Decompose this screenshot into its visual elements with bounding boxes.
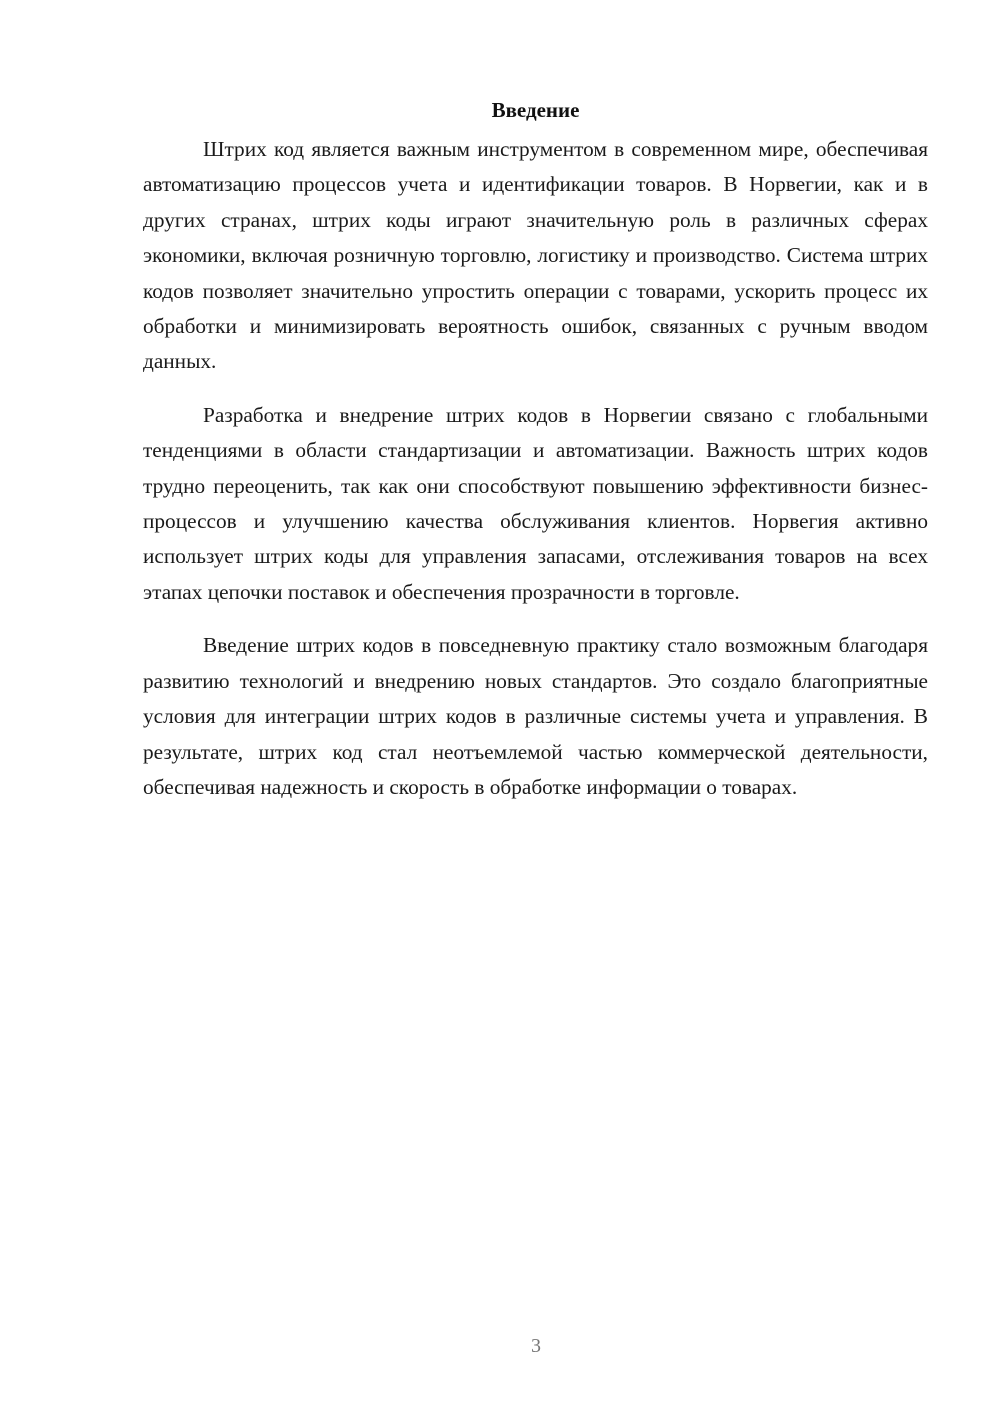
page-number: 3 [531, 1335, 541, 1357]
page-content [143, 92, 928, 823]
paragraph-2: Разработка и внедрение штрих кодов в Норвегии связано с глобальными тенденциями в области стандартизации и автоматизации. Важность штрих кодов трудно переоценить, так как они способствуют повышению эффективности бизнес-процессов и улучшению качества обслуживания клиентов. Норвегия активно использует штрих коды для управления запасами, отслеживания товаров на всех этапах цепочки поставок и обеспечения прозрачности в торговле. [143, 402, 928, 604]
paragraph-1: Штрих код является важным инструментом в современном мире, обеспечивая автоматизацию процессов учета и идентификации товаров. В Норвегии, как и в других странах, штрих коды играют значительную роль в различных сферах экономики, включая розничную торговлю, логистику и производство. Система штрих кодов позволяет значительно упростить операции с товарами, ускорить процесс их обработки и минимизировать вероятность ошибок, связанных с ручным вводом данных. [143, 137, 928, 374]
paragraph-3: Введение штрих кодов в повседневную практику стало возможным благодаря развитию технологий и внедрению новых стандартов. Это создало благоприятные условия для интеграции штрих кодов в различные системы учета и управления. В результате, штрих код стал неотъемлемой частью коммерческой деятельности, обеспечивая надежность и скорость в обработке информации о товарах. [143, 633, 928, 799]
section-heading: Введение [491, 98, 580, 122]
